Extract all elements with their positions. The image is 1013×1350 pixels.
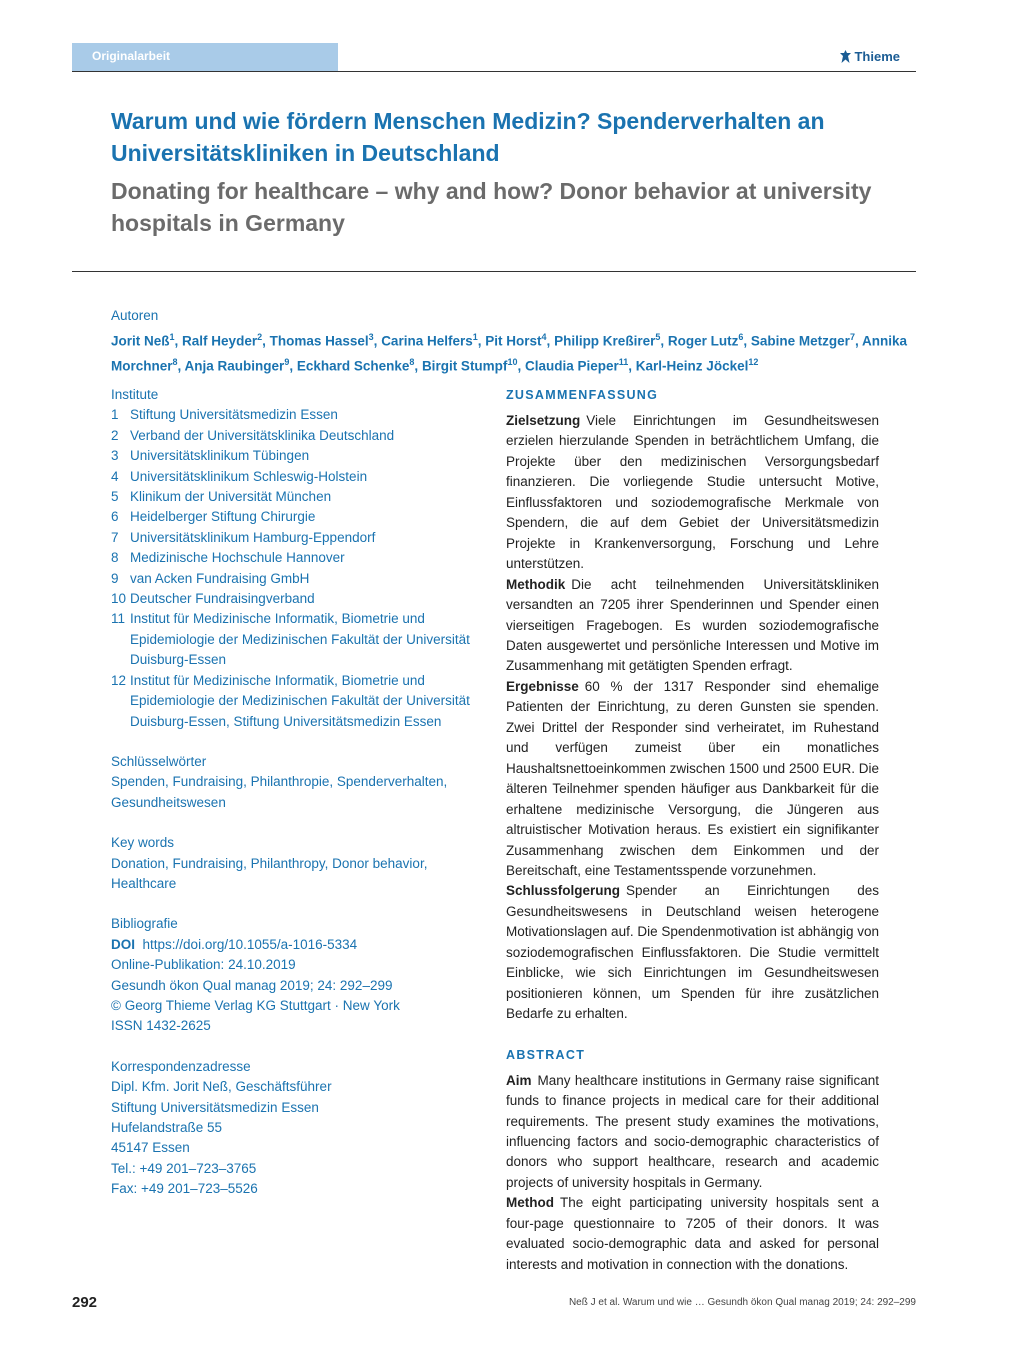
institutes-label: Institute: [111, 387, 159, 402]
institutes-list: [111, 405, 491, 732]
institute-item: [111, 609, 491, 670]
keywords-en: Donation, Fundraising, Philanthropy, Donor behavior, Healthcare: [111, 855, 428, 891]
author-affiliation: 12: [748, 357, 759, 367]
institute-item: [111, 405, 491, 425]
zusammenfassung-paragraph: [506, 677, 879, 882]
author-name: Annika Morchner: [111, 333, 907, 374]
author-name: Jorit Neß: [111, 333, 170, 349]
issn: ISSN 1432-2625: [111, 1018, 211, 1034]
title-german: Warum und wie fördern Menschen Medizin? Spenderverhalten an Universitätskliniken in Deutschland: [111, 108, 825, 166]
author-affiliation: 10: [507, 357, 518, 367]
institute-number: 12: [111, 672, 127, 688]
zusammenfassung-body: [506, 411, 879, 1025]
author-affiliation: 1: [169, 332, 175, 342]
publisher-name: Thieme: [854, 49, 900, 64]
institute-number: 4: [111, 468, 119, 484]
online-publication: Online-Publikation: 24.10.2019: [111, 957, 296, 973]
publisher-logo: [840, 49, 900, 64]
author-name: Anja Raubinger: [184, 358, 285, 374]
author-list: Jorit Neß$^1$, Ralf Heyder$^2$, Thomas Hassel$^3$, Carina Helfers$^1$, Pit Horst$^4$, Philipp Kreßirer$^5$, Roger Lutz$^6$, Sabine Metzger$^7$, Annika Morchner$^8$, Anja Raubinger$^9$, Eckhard Schenke$^8$, Birgit Stumpf$^{10}$, Claudia Pieper$^{11}$, Karl-Heinz Jöckel$^{12}$: [111, 332, 907, 374]
institute-item: [111, 528, 491, 548]
institute-name: van Acken Fundraising GmbH: [130, 570, 310, 586]
institute-item: [111, 548, 491, 568]
keywords-en-label: Key words: [111, 835, 175, 851]
zusammenfassung-text: Die acht teilnehmenden Universitätskliniken versandten an 7205 ihrer Spenderinnen und Spender einen vierseitigen Fragebogen. Es wurden soziodemografische Daten ausgewertet und persönliche Interessen und Motive im Zusammenhang mit getätigten Spenden erfragt.: [506, 576, 879, 674]
zusammenfassung-paragraph: [506, 575, 879, 677]
institute-name: Universitätsklinikum Tübingen: [130, 448, 310, 464]
doi-label: DOI: [111, 936, 136, 952]
section-label-bar: [72, 43, 338, 72]
header-rule: [72, 71, 916, 72]
author-affiliation: 1: [472, 332, 478, 342]
institute-number: 9: [111, 570, 119, 586]
abstract-paragraph: [506, 1193, 879, 1275]
author-affiliation: 5: [655, 332, 661, 342]
correspondence-line: Tel.: +49 201–723–3765: [111, 1160, 257, 1176]
institute-name: Heidelberger Stiftung Chirurgie: [130, 509, 316, 525]
bibliography-label: Bibliografie: [111, 916, 178, 932]
institute-name: Institut für Medizinische Informatik, Biometrie und Epidemiologie der Medizinischen Fakultät der Universität Duisburg-Essen, Stiftung Universitätsmedizin Essen: [130, 672, 470, 729]
zusammenfassung-subheading: Zielsetzung: [506, 413, 581, 428]
author-affiliation: 4: [541, 332, 547, 342]
zusammenfassung-paragraph: [506, 411, 879, 575]
journal-citation: Gesundh ökon Qual manag 2019; 24: 292–299: [111, 977, 393, 993]
institute-number: 10: [111, 591, 127, 607]
institute-item: [111, 589, 491, 609]
author-affiliation: 2: [257, 332, 263, 342]
institute-name: Klinikum der Universität München: [130, 489, 332, 505]
zusammenfassung-subheading: Ergebnisse: [506, 678, 579, 694]
institute-item: [111, 487, 491, 507]
institute-name: Medizinische Hochschule Hannover: [130, 550, 345, 566]
correspondence-line: Fax: +49 201–723–5526: [111, 1181, 258, 1197]
author-affiliation: 6: [738, 332, 744, 342]
zusammenfassung-text: Spender an Einrichtungen des Gesundheitswesens in Deutschland weisen heterogene Motivationslagen auf. Die Spendenmotivation ist abhängig von soziodemografischen Einflussfaktoren. Die Studie vermittelt Einblicke, wie sich Einrichtungen im Gesundheitswesen positionieren können, um Spenden für ihre zusätzlichen Bedarfe zu erhalten.: [506, 883, 879, 1022]
correspondence-address: [111, 1077, 491, 1199]
abstract-heading: ABSTRACT: [506, 1047, 586, 1062]
author-name: Sabine Metzger: [750, 333, 850, 349]
zusammenfassung-text: Viele Einrichtungen im Gesundheitswesen erzielen hierzulande Spenden in beträchtlichem Umfang, die Projekte über den medizinischen Versorgungsbedarf finanzieren. Die vorliegende Studie untersucht Motive, Einflussfaktoren und soziodemografische Merkmale von Spendern, die auf dem Gebiet der Universitätsmedizin Projekte in Krankenversorgung, Forschung und Lehre unterstützen.: [506, 413, 879, 572]
metadata-column: [111, 385, 491, 1200]
thieme-emblem-icon: [840, 50, 851, 63]
author-affiliation: 3: [368, 332, 374, 342]
institute-number: 3: [111, 448, 119, 464]
zusammenfassung-paragraph: [506, 881, 879, 1024]
correspondence-line: 45147 Essen: [111, 1140, 190, 1156]
title-english: Donating for healthcare – why and how? Donor behavior at university hospitals in Germany: [111, 178, 872, 236]
abstract-subheading: Aim: [506, 1072, 532, 1088]
author-name: Eckhard Schenke: [296, 358, 410, 374]
author-affiliation: 8: [172, 357, 178, 367]
running-footer: Neß J et al. Warum und wie … Gesundh ökon Qual manag 2019; 24: 292–299: [568, 1297, 916, 1308]
institute-item: [111, 569, 491, 589]
abstract-subheading: Method: [506, 1195, 554, 1211]
doi-link[interactable]: https://doi.org/10.1055/a-1016-5334: [142, 936, 358, 952]
institute-name: Universitätsklinikum Hamburg-Eppendorf: [130, 529, 376, 545]
title-rule: [72, 271, 916, 272]
institute-name: Universitätsklinikum Schleswig-Holstein: [130, 468, 368, 484]
institute-item: [111, 507, 491, 527]
author-name: Ralf Heyder: [182, 333, 258, 349]
keywords-de: Spenden, Fundraising, Philanthropie, Spenderverhalten, Gesundheitswesen: [111, 774, 448, 810]
author-affiliation: 8: [409, 357, 415, 367]
abstract-text: Many healthcare institutions in Germany raise significant funds to finance projects in medical care for their additional requirements. The present study examines the motivations, influencing factors and socio-demographic characteristics of donors who support healthcare, research and academic projects of university hospitals in Germany.: [506, 1072, 879, 1190]
author-name: Birgit Stumpf: [421, 358, 508, 374]
correspondence-label: Korrespondenzadresse: [111, 1058, 251, 1074]
institute-name: Verband der Universitätsklinika Deutschland: [130, 427, 395, 443]
copyright: © Georg Thieme Verlag KG Stuttgart · New York: [111, 997, 400, 1013]
author-affiliation: 9: [284, 357, 290, 367]
author-name: Philipp Kreßirer: [554, 333, 656, 349]
author-name: Roger Lutz: [667, 333, 739, 349]
institute-number: 6: [111, 509, 119, 525]
keywords-de-label: Schlüsselwörter: [111, 753, 207, 769]
author-name: Thomas Hassel: [269, 333, 369, 349]
abstract-paragraph: [506, 1071, 879, 1194]
institute-number: 5: [111, 489, 119, 505]
institute-name: Institut für Medizinische Informatik, Biometrie und Epidemiologie der Medizinischen Fakultät der Universität Duisburg-Essen: [130, 611, 470, 668]
correspondence-line: Hufelandstraße 55: [111, 1120, 223, 1135]
institute-item: [111, 467, 491, 487]
zusammenfassung-text: 60 % der 1317 Responder sind ehemalige Patienten der Einrichtung, zu deren Gunsten sie spenden. Zwei Drittel der Responder sind verheiratet, im Ruhestand und verfügen zumeist über ein monatliches Haushaltsnettoeinkommen zwischen 1500 und 2500 EUR. Die älteren Teilnehmer spenden häufiger aus Dankbarkeit für die erhaltene medizinische Versorgung, die Jüngeren aus altruistischer Motivation heraus. Es existiert ein signifikanter Zusammenhang zwischen dem Einkommen und der Bereitschaft, eine Testamentsspende vorzunehmen.: [506, 678, 879, 878]
institute-number: 2: [111, 427, 119, 443]
author-name: Karl-Heinz Jöckel: [635, 358, 749, 374]
institute-number: 8: [111, 550, 119, 566]
zusammenfassung-heading: ZUSAMMENFASSUNG: [506, 388, 659, 402]
institute-item: [111, 671, 491, 732]
author-name: Claudia Pieper: [524, 358, 619, 374]
correspondence-line: Stiftung Universitätsmedizin Essen: [111, 1099, 319, 1115]
institute-name: Stiftung Universitätsmedizin Essen: [130, 407, 338, 423]
correspondence-line: Dipl. Kfm. Jorit Neß, Geschäftsführer: [111, 1079, 332, 1095]
page-number: 292: [72, 1294, 98, 1311]
author-name: Carina Helfers: [381, 333, 473, 349]
zusammenfassung-subheading: Schlussfolgerung: [506, 883, 621, 899]
abstract-column: [506, 385, 879, 1275]
institute-item: [111, 426, 491, 446]
authors-label: Autoren: [111, 308, 159, 323]
abstract-body: [506, 1071, 879, 1276]
institute-number: 7: [111, 529, 119, 545]
section-label: Originalarbeit: [92, 49, 171, 63]
doi-line: [111, 935, 491, 955]
institute-name: Deutscher Fundraisingverband: [130, 591, 315, 607]
author-name: Pit Horst: [485, 333, 542, 349]
abstract-text: The eight participating university hospitals sent a four-page questionnaire to 7205 of their donors. It was evaluated socio-demographic data and asked for personal interests and motivation in connection with the donations.: [506, 1195, 879, 1272]
institute-item: [111, 446, 491, 466]
author-affiliation: 7: [849, 332, 855, 342]
author-affiliation: 11: [618, 357, 629, 367]
institute-number: 11: [111, 611, 126, 627]
institute-number: 1: [111, 407, 119, 423]
zusammenfassung-subheading: Methodik: [506, 576, 566, 592]
